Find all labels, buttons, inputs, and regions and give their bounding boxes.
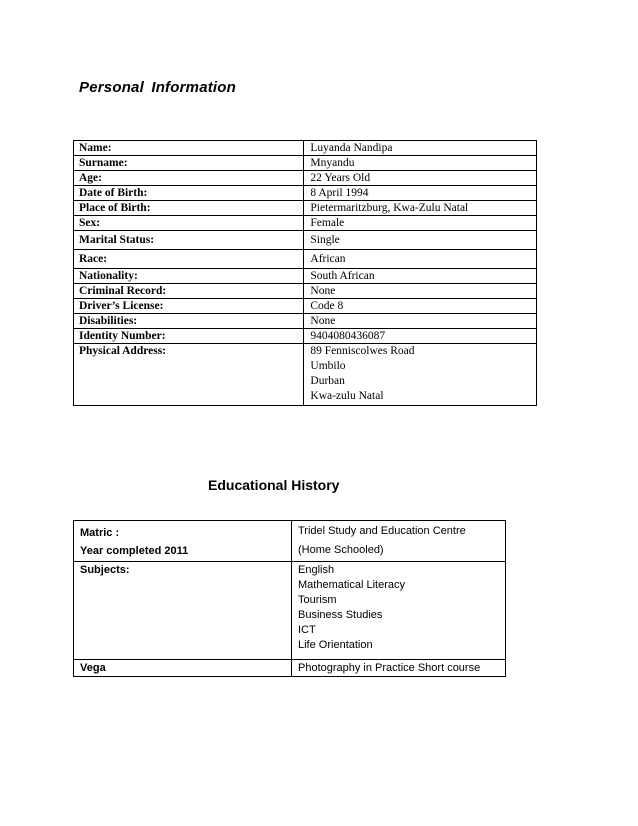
educational-history-heading: Educational History xyxy=(208,477,340,493)
physical-address xyxy=(304,344,537,406)
address-line: Umbilo xyxy=(310,360,346,372)
table-row xyxy=(74,141,537,156)
row-label: Physical Address: xyxy=(74,344,304,406)
row-value: 8 April 1994 xyxy=(304,186,537,201)
table-row xyxy=(74,250,537,269)
row-value: South African xyxy=(304,269,537,284)
personal-information-heading: Personal Information xyxy=(79,79,237,96)
row-value: Female xyxy=(304,216,537,231)
table-row xyxy=(74,314,537,329)
row-value: Mnyandu xyxy=(304,156,537,171)
school-name: Tridel Study and Education Centre xyxy=(298,525,466,537)
personal-information-table xyxy=(73,140,537,406)
subjects-list xyxy=(292,562,506,660)
subject-item: Mathematical Literacy xyxy=(298,579,405,591)
table-row xyxy=(74,660,506,677)
row-value: None xyxy=(304,314,537,329)
subject-item: English xyxy=(298,564,335,576)
school-note: (Home Schooled) xyxy=(298,544,384,556)
row-label: Identity Number: xyxy=(74,329,304,344)
table-row xyxy=(74,344,537,406)
row-label: Driver’s License: xyxy=(74,299,304,314)
table-row xyxy=(74,521,506,562)
row-label: Nationality: xyxy=(74,269,304,284)
table-row xyxy=(74,231,537,250)
subjects-label: Subjects: xyxy=(74,562,292,660)
educational-history-table xyxy=(73,520,506,677)
row-label: Age: xyxy=(74,171,304,186)
row-label: Surname: xyxy=(74,156,304,171)
row-value: Code 8 xyxy=(304,299,537,314)
table-row xyxy=(74,299,537,314)
table-row xyxy=(74,156,537,171)
row-value: African xyxy=(304,250,537,269)
table-row xyxy=(74,562,506,660)
subject-item: ICT xyxy=(298,624,316,636)
table-row xyxy=(74,216,537,231)
row-label: Race: xyxy=(74,250,304,269)
row-value: Pietermaritzburg, Kwa-Zulu Natal xyxy=(304,201,537,216)
row-label: Date of Birth: xyxy=(74,186,304,201)
row-label: Place of Birth: xyxy=(74,201,304,216)
table-row xyxy=(74,284,537,299)
address-line: Kwa-zulu Natal xyxy=(310,390,384,402)
table-row xyxy=(74,201,537,216)
vega-value: Photography in Practice Short course xyxy=(292,660,506,677)
matric-label: Matric : xyxy=(80,527,120,539)
table-row xyxy=(74,269,537,284)
row-value: Single xyxy=(304,231,537,250)
vega-label: Vega xyxy=(74,660,292,677)
matric-cell xyxy=(74,521,292,562)
year-completed: Year completed 2011 xyxy=(80,545,189,557)
row-value: None xyxy=(304,284,537,299)
table-row xyxy=(74,186,537,201)
row-value: 9404080436087 xyxy=(304,329,537,344)
row-label: Sex: xyxy=(74,216,304,231)
row-label: Criminal Record: xyxy=(74,284,304,299)
subject-item: Life Orientation xyxy=(298,639,373,651)
row-label: Name: xyxy=(74,141,304,156)
subject-item: Business Studies xyxy=(298,609,383,621)
row-value: Luyanda Nandipa xyxy=(304,141,537,156)
row-label: Marital Status: xyxy=(74,231,304,250)
subject-item: Tourism xyxy=(298,594,337,606)
table-row xyxy=(74,171,537,186)
address-line: Durban xyxy=(310,375,345,387)
school-cell xyxy=(292,521,506,562)
row-value: 22 Years Old xyxy=(304,171,537,186)
address-line: 89 Fenniscolwes Road xyxy=(310,345,415,357)
row-label: Disabilities: xyxy=(74,314,304,329)
table-row xyxy=(74,329,537,344)
